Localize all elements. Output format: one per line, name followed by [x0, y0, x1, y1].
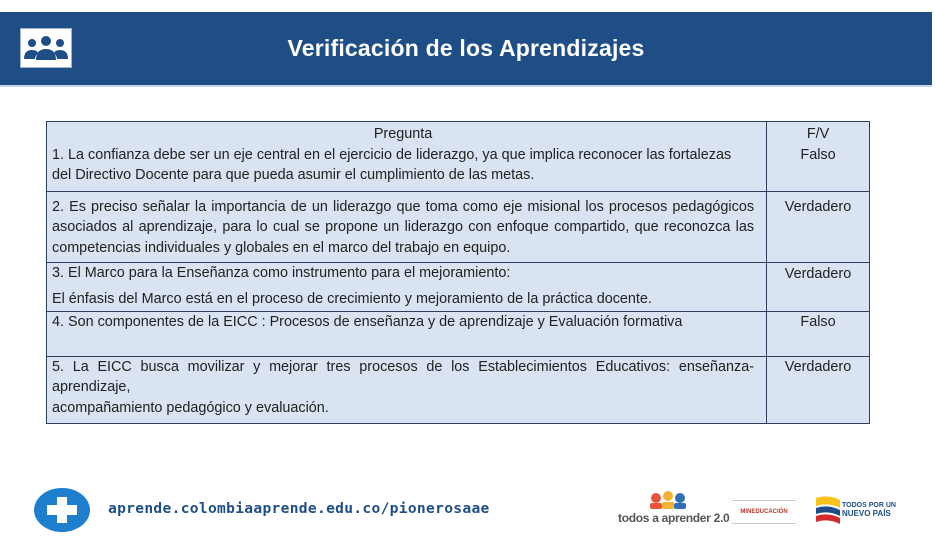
answer-cell	[767, 191, 870, 263]
question-text: 1. La confianza debe ser un eje central en el ejercicio de liderazgo, ya que implica reconocer las fortalezas del Directivo Docente para que pueda asumir el cumplimiento de las metas.	[52, 146, 732, 183]
question-text: 2. Es preciso señalar la importancia de un liderazgo que toma como eje misional los procesos pedagógicos asociados al aprendizaje, para lo cual se propone un liderazgo con enfoque compartido, que reconozca las competencias individuales y globales en el marco del trabajo en equipo.	[52, 198, 755, 256]
nuevo-pais-line2: NUEVO PAÍS	[842, 509, 891, 518]
question-cell	[47, 191, 767, 263]
todos-a-aprender-text: todos a aprender 2.0	[618, 511, 730, 525]
footer-url[interactable]: aprende.colombiaaprende.edu.co/pionerosaae	[108, 500, 490, 517]
page-title: Verificación de los Aprendizajes	[287, 35, 645, 61]
table-row	[47, 312, 870, 357]
question-text: 4. Son componentes de la EICC : Procesos de enseñanza y de aprendizaje y Evaluación formativa	[52, 314, 683, 330]
answer-cell	[767, 356, 870, 424]
answer-cell	[767, 312, 870, 357]
answer-text: Verdadero	[784, 266, 852, 282]
question-cell	[47, 356, 767, 424]
plus-cross-svg	[45, 495, 79, 525]
answer-text: Verdadero	[784, 198, 852, 215]
question-text: 5. La EICC busca movilizar y mejorar tres procesos de los Establecimientos Educativos: enseñanza-aprendizaje,	[52, 358, 755, 395]
answer-column-header: F/V	[806, 126, 830, 142]
answer-cell	[767, 263, 870, 312]
table-row	[47, 263, 870, 312]
question-text-line2: El énfasis del Marco está en el proceso de crecimiento y mejoramiento de la práctica docente.	[52, 290, 652, 307]
answer-text: Falso	[800, 314, 836, 330]
answer-text: Verdadero	[784, 358, 852, 375]
answer-text: Falso	[800, 146, 836, 163]
colombia-flag-logo	[812, 494, 844, 530]
table-row	[47, 122, 870, 192]
question-cell	[47, 263, 767, 312]
verification-table	[46, 121, 870, 424]
header-bar	[0, 12, 932, 87]
question-cell	[47, 312, 767, 357]
ministerio-logo: MINEDUCACIÓN	[732, 500, 796, 524]
table-row	[47, 356, 870, 424]
question-text: 3. El Marco para la Enseñanza como instrumento para el mejoramiento:	[52, 265, 511, 281]
table-row	[47, 191, 870, 263]
answer-cell	[767, 122, 870, 192]
question-cell	[47, 122, 767, 192]
question-text-line2: acompañamiento pedagógico y evaluación.	[52, 399, 329, 416]
plus-cross-icon	[34, 488, 90, 532]
nuevo-pais-line1: TODOS POR UN	[842, 502, 896, 509]
nuevo-pais-logo	[842, 502, 912, 518]
question-column-header: Pregunta	[373, 126, 433, 142]
